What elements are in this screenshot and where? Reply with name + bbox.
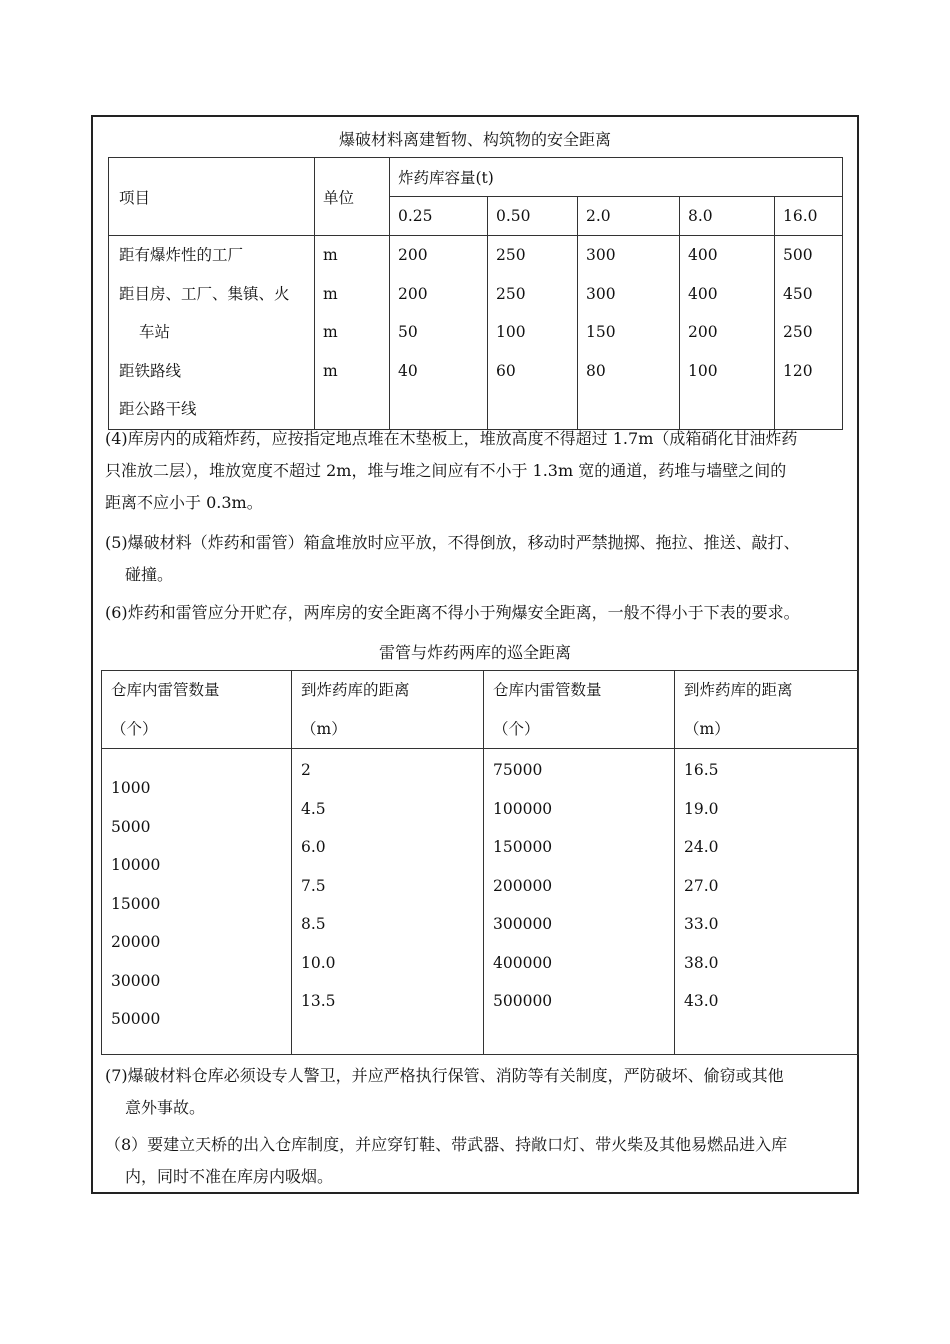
distance-column-1 [292,749,484,1055]
value-cell: 150 [586,323,616,341]
header-col1 [102,671,292,749]
paragraph-8 [105,1129,850,1193]
value-cell: 200 [688,323,718,341]
value-column-4 [775,236,843,430]
table1-title: 爆破材料离建暂物、构筑物的安全距离 [338,130,611,149]
capacity-4: 16.0 [775,197,843,236]
row-name: 距公路干线 [119,400,197,418]
paragraph-7 [105,1060,850,1124]
cell: 16.5 [684,761,719,779]
paragraph-line: (7)爆破材料仓库必须设专人警卫，并应严格执行保管、消防等有关制度，严防破坏、偷窃或其他 [105,1066,784,1085]
unit-cell: m [323,246,338,264]
cell: 38.0 [684,953,719,972]
paragraph-line: 只准放二层），堆放宽度不超过 2m，堆与堆之间应有不小于 1.3m 宽的通道，药堆与墙壁之间的 [105,461,787,480]
cell: 13.5 [301,992,336,1010]
cell: 2 [301,761,311,779]
value-column-3 [680,236,775,430]
detonator-distance-table [101,670,859,1055]
safety-distance-table [108,157,843,430]
value-column-0 [390,236,488,430]
cell: 20000 [111,933,161,951]
detonator-count-column [102,749,292,1055]
value-cell: 100 [688,361,718,380]
cell: 15000 [111,894,161,913]
paragraph-line: (6)炸药和雷管应分开贮存，两库房的安全距离不得小于殉爆安全距离，一般不得小于下表的要求。 [105,603,800,622]
header-unit-text: （个） [111,719,158,738]
paragraph-5 [105,527,850,591]
value-cell: 450 [783,284,813,303]
cell: 4.5 [301,799,326,818]
value-column-2 [578,236,680,430]
header-unit-text: （m） [301,719,347,738]
cell: 7.5 [301,876,326,895]
value-cell: 300 [586,246,616,264]
value-cell: 200 [398,284,428,303]
header-unit-text: （m） [684,719,730,738]
unit-cell: m [323,284,338,303]
value-cell: 120 [783,361,813,380]
cell: 24.0 [684,838,719,856]
header-item: 项目 [109,158,315,236]
value-cell: 250 [496,284,526,303]
value-cell: 200 [398,246,428,264]
capacity-1: 0.50 [488,197,578,236]
cell: 1000 [111,779,151,797]
value-column-1 [488,236,578,430]
unit-column [315,236,390,430]
table2-title: 雷管与炸药两库的巡全距离 [378,643,571,662]
value-cell: 50 [398,323,418,341]
paragraph-line: 距离不应小于 0.3m。 [105,493,263,512]
row-name: 距目房、工厂、集镇、火 [119,284,290,303]
cell: 8.5 [301,915,326,933]
cell: 50000 [111,1010,161,1028]
document-frame [91,115,859,1194]
header-text: 仓库内雷管数量 [493,681,602,699]
paragraph-line: （8）要建立天桥的出入仓库制度，并应穿钉鞋、带武器、持敞口灯、带火柴及其他易燃品进入库 [105,1135,788,1154]
capacity-2: 2.0 [578,197,680,236]
value-cell: 500 [783,246,813,264]
cell: 75000 [493,761,543,779]
paragraph-4 [105,423,850,519]
paragraph-line: 意外事故。 [125,1098,206,1117]
cell: 300000 [493,915,553,933]
cell: 100000 [493,799,553,818]
paragraph-line: 内，同时不准在库房内吸烟。 [125,1167,334,1186]
paragraph-line: (5)爆破材料（炸药和雷管）箱盒堆放时应平放，不得倒放，移动时严禁抛掷、拖拉、推送、敲打、 [105,533,800,552]
value-cell: 400 [688,284,718,303]
header-col3 [484,671,675,749]
cell: 200000 [493,876,553,895]
header-text: 仓库内雷管数量 [111,681,220,699]
value-cell: 400 [688,246,718,264]
cell: 400000 [493,953,553,972]
value-cell: 80 [586,361,606,380]
header-col4 [675,671,859,749]
distance-column-2 [675,749,859,1055]
row-name: 距铁路线 [119,361,182,380]
cell: 19.0 [684,799,719,818]
value-cell: 300 [586,284,616,303]
value-cell: 100 [496,323,526,341]
cell: 150000 [493,838,553,856]
cell: 27.0 [684,876,719,895]
value-cell: 250 [783,323,813,341]
cell: 43.0 [684,992,719,1010]
row-name: 车站 [139,323,171,341]
row-name: 距有爆炸性的工厂 [119,246,244,264]
detonator-count-column-2 [484,749,675,1055]
paragraph-line: 碰撞。 [125,565,174,584]
cell: 500000 [493,992,553,1010]
paragraph-line: (4)库房内的成箱炸药，应按指定地点堆在木垫板上，堆放高度不得超过 1.7m（成箱硝化甘油炸药 [105,429,798,448]
header-unit-text: （个） [493,719,540,738]
paragraph-6 [105,597,850,629]
cell: 30000 [111,971,161,990]
header-capacity: 炸药库容量(t) [390,158,843,197]
cell: 6.0 [301,838,326,856]
header-text: 到炸药库的距离 [684,681,793,699]
cell: 10.0 [301,953,336,972]
value-cell: 60 [496,361,516,380]
row-names [109,236,315,430]
header-text: 到炸药库的距离 [301,681,410,699]
capacity-0: 0.25 [390,197,488,236]
unit-cell: m [323,361,338,380]
cell: 5000 [111,817,151,836]
value-cell: 40 [398,361,418,380]
header-col2 [292,671,484,749]
cell: 33.0 [684,915,719,933]
header-unit: 单位 [315,158,390,236]
capacity-3: 8.0 [680,197,775,236]
cell: 10000 [111,856,161,874]
unit-cell: m [323,323,338,341]
value-cell: 250 [496,246,526,264]
